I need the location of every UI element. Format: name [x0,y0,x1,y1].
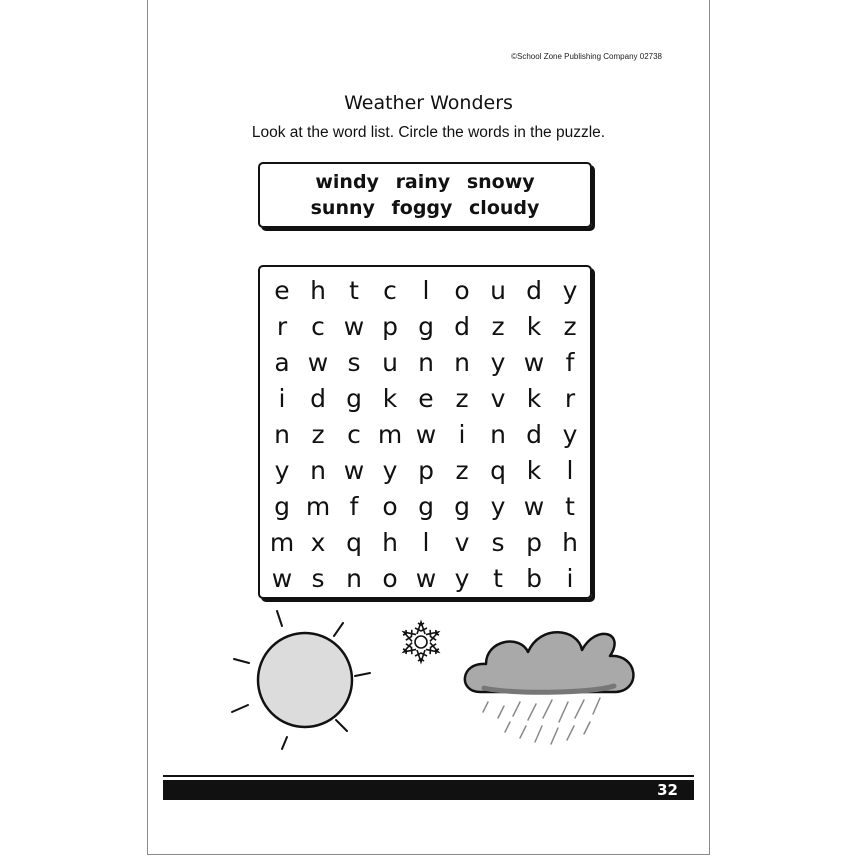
grid-letter: w [343,312,365,341]
grid-letter: o [454,276,470,305]
grid-letter: g [346,384,362,413]
grid-letter: h [562,528,578,557]
grid-letter: o [382,492,398,521]
grid-letter: z [455,456,469,485]
grid-letter: y [562,420,578,449]
grid-letter: i [458,420,466,449]
grid-letter: l [422,528,430,557]
grid-letter: t [493,564,503,593]
grid-letter: y [490,348,506,377]
grid-letter: w [343,456,365,485]
grid-letter: z [563,312,577,341]
grid-letter: g [418,492,434,521]
weather-illustrations [148,0,709,770]
grid-letter: q [346,528,362,557]
grid-letter: i [278,384,286,413]
grid-letter: n [310,456,326,485]
grid-letter: m [305,492,331,521]
grid-letter: s [347,348,361,377]
word-foggy: foggy [391,197,453,219]
grid-letter: z [311,420,325,449]
grid-letter: t [349,276,359,305]
word-rainy: rainy [395,171,451,193]
grid-letter: n [274,420,290,449]
grid-letter: p [526,528,542,557]
grid-letter: k [526,312,542,341]
grid-letter: w [523,492,545,521]
grid-letter: d [526,420,542,449]
grid-letter: i [566,564,574,593]
grid-letter: n [490,420,506,449]
grid-letter: m [377,420,403,449]
grid-letter: d [310,384,326,413]
grid-letter: w [271,564,293,593]
grid-letter: c [347,420,361,449]
grid-letter: e [274,276,290,305]
grid-letter: z [455,384,469,413]
grid-letter: t [565,492,575,521]
page-title: Weather Wonders [344,92,513,114]
grid-letter: a [274,348,290,377]
instructions-text: Look at the word list. Circle the words in the puzzle. [251,124,606,141]
grid-letter: f [349,492,359,521]
grid-letter: y [454,564,470,593]
grid-letter: b [526,564,542,593]
grid-letter: d [454,312,470,341]
grid-letter: s [491,528,505,557]
snowflake-icon [401,622,442,662]
copyright-notice: ©School Zone Publishing Company 02738 [511,52,662,61]
word-snowy: snowy [466,171,535,193]
grid-letter: m [269,528,295,557]
word-windy: windy [315,171,379,193]
grid-letter: g [454,492,470,521]
grid-letter: y [274,456,290,485]
grid-letter: n [418,348,434,377]
grid-letter: v [490,384,506,413]
grid-letter: r [276,312,288,341]
word-cloudy: cloudy [469,197,540,219]
grid-letter: g [418,312,434,341]
grid-letter: r [564,384,576,413]
grid-letter: o [382,564,398,593]
grid-letter: k [526,384,542,413]
grid-letter: w [415,420,437,449]
grid-letter: p [418,456,434,485]
grid-letter: u [382,348,398,377]
rain-cloud-icon [465,632,634,744]
grid-letter: c [311,312,325,341]
page-number: 32 [657,781,678,799]
grid-letter: y [490,492,506,521]
grid-letter: w [523,348,545,377]
grid-letter: l [422,276,430,305]
footer-bar [163,780,694,800]
grid-letter: n [346,564,362,593]
grid-letter: w [415,564,437,593]
grid-letter: f [565,348,575,377]
grid-letter: n [454,348,470,377]
word-sunny: sunny [310,197,375,219]
grid-letter: e [418,384,434,413]
worksheet-page [147,0,710,855]
grid-letter: h [310,276,326,305]
sun-icon [232,611,370,749]
grid-letter: v [454,528,470,557]
grid-letter: d [526,276,542,305]
grid-letter: g [274,492,290,521]
footer-rule [163,775,694,777]
grid-letter: q [490,456,506,485]
grid-letter: p [382,312,398,341]
grid-letter: k [382,384,398,413]
grid-letter: h [382,528,398,557]
grid-letter: y [562,276,578,305]
grid-letter: k [526,456,542,485]
grid-letter: s [311,564,325,593]
grid-letter: l [566,456,574,485]
grid-letter: u [490,276,506,305]
grid-letter: y [382,456,398,485]
grid-letter: c [383,276,397,305]
grid-letter: x [310,528,326,557]
grid-letter: w [307,348,329,377]
grid-letter: z [491,312,505,341]
